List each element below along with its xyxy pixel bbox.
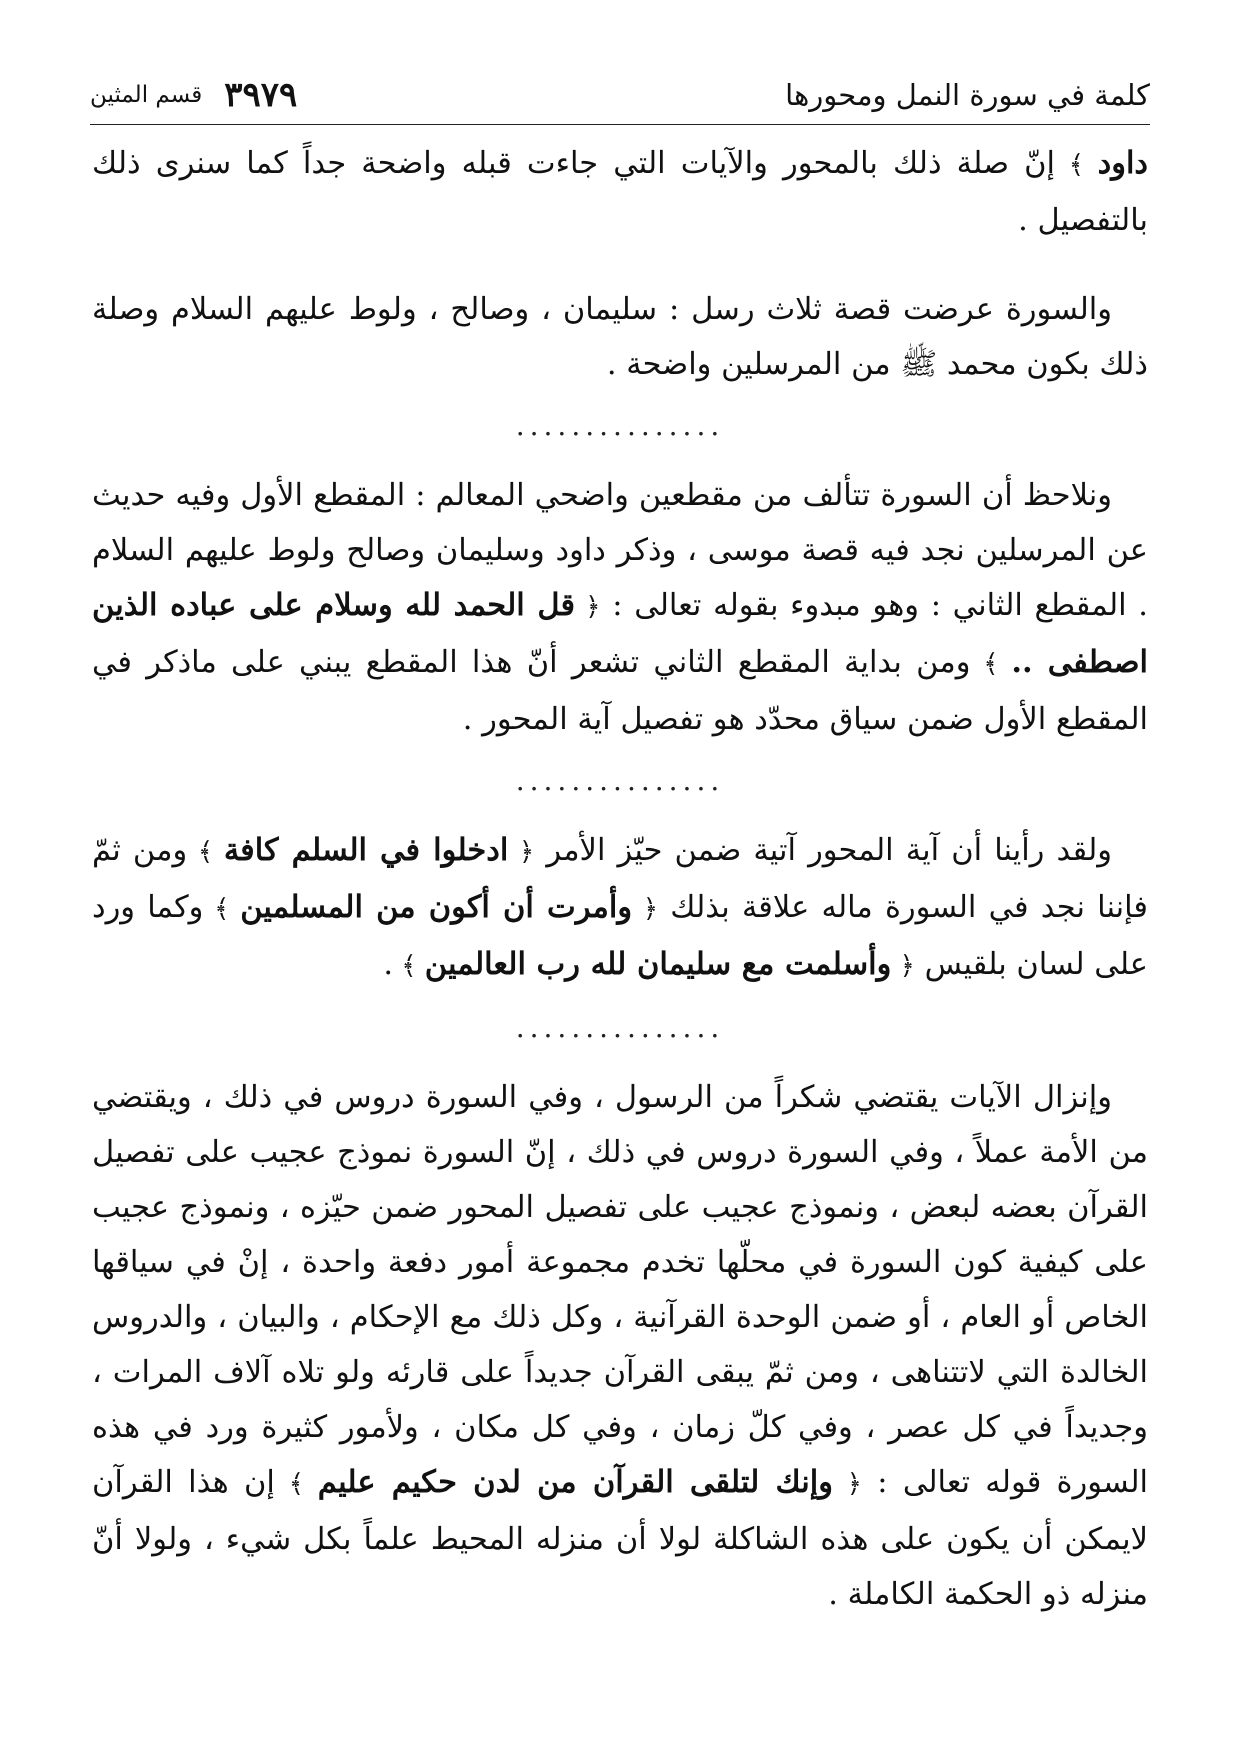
ornate-bracket: ﴾ (187, 837, 224, 867)
paragraph-4 (92, 823, 1148, 994)
text-run: وإنزال الآيات يقتضي شكراً من الرسول ، وفي السورة دروس في ذلك ، ويقتضي من الأمة عملاً ، وفي السورة دروس في ذلك ، إنّ السورة نموذج عجيب على تفصيل القرآن بعضه لبعض ، ونموذج عجيب على تفصيل المحور ضمن حيّزه ، ونموذج عجيب على كيفية كون السورة في محلّها تخدم مجموعة أمور دفعة واحدة ، إنْ في سياقها الخاص أو العام ، أو ضمن الوحدة القرآنية ، وكل ذلك مع الإحكام ، والبيان ، والدروس الخالدة التي لاتتناهى ، ومن ثمّ يبقى القرآن جديداً على قارئه ولو تلاه آلاف المرات ، وجديداً في كل عصر ، وفي كلّ زمان ، وفي كل مكان ، ولأمور كثيرة ورد في هذه السورة قوله تعالى : (92, 1080, 1148, 1500)
text-run: إنّ صلة ذلك بالمحور والآيات التي جاءت قبله واضحة جداً كما سنرى ذلك بالتفصيل . (92, 146, 1148, 238)
ornate-bracket: ﴾ (274, 1469, 318, 1499)
text-run: ونلاحظ أن السورة تتألف من مقطعين واضحي المعالم : المقطع الأول وفيه حديث عن المرسلين نجد فيه قصة موسى ، وذكر داود وسليمان وصالح ولوط عليهم السلام . المقطع الثاني : وهو مبدوء بقوله تعالى : (92, 478, 1148, 623)
page-body (92, 136, 1148, 1622)
text-run: ومن بداية المقطع الثاني تشعر أنّ هذا المقطع يبني على ماذكر في المقطع الأول ضمن سياق محدّد هو تفصيل آية المحور . (92, 645, 1148, 737)
section-separator: ............... (515, 409, 725, 442)
quran-quote: قل الحمد لله وسلام على عباده الذين اصطفى .. (92, 587, 1148, 680)
section-separator: ............... (515, 1011, 725, 1044)
quran-quote: وإنك لتلقى القرآن من لدن حكيم عليم (317, 1464, 833, 1500)
ornate-bracket: ﴾ (1055, 150, 1098, 180)
ornate-bracket: ﴿ (575, 592, 601, 622)
quran-quote: وأسلمت مع سليمان لله رب العالمين (424, 946, 892, 982)
text-run: ومن ثمّ فإننا نجد في السورة ماله علاقة بذلك (92, 833, 1149, 925)
ornate-bracket: ﴿ (891, 951, 915, 981)
ornate-bracket: ﴿ (632, 894, 659, 924)
section-separator: ............... (515, 764, 725, 797)
text-run: وكما ورد على لسان بلقيس (92, 890, 1148, 982)
quran-quote: داود (1097, 145, 1149, 181)
paragraph-1 (92, 136, 1148, 248)
text-run: والسورة عرضت قصة ثلاث رسل : سليمان ، وصالح ، ولوط عليهم السلام وصلة ذلك بكون محمد ﷺ من المرسلين واضحة . (92, 292, 1148, 382)
header-rule (90, 124, 1150, 125)
section-name: قسم المثين (90, 82, 203, 108)
paragraph-5 (92, 1070, 1148, 1622)
ornate-bracket: ﴿ (508, 837, 535, 867)
ornate-bracket: ﴾ (203, 894, 241, 924)
text-run: إن هذا القرآن لايمكن أن يكون على هذه الشاكلة لولا أن منزله المحيط علماً بكل شيء ، ولولا أنّ منزله ذو الحكمة الكاملة . (92, 1465, 1148, 1612)
quran-quote: ادخلوا في السلم كافة (223, 832, 509, 868)
paragraph-gap (92, 248, 1148, 282)
quran-quote: وأمرت أن أكون من المسلمين (240, 889, 633, 925)
page-number: ٣٩٧٩ (224, 75, 298, 115)
header-section-group (90, 75, 298, 115)
text-run: ولقد رأينا أن آية المحور آتية ضمن حيّز الأمر (534, 833, 1112, 868)
text-run: . (383, 947, 394, 982)
ornate-bracket: ﴿ (832, 1469, 863, 1499)
page-header (90, 58, 1150, 114)
paragraph-3 (92, 468, 1148, 747)
running-title: كلمة في سورة النمل ومحورها (785, 78, 1150, 112)
ornate-bracket: ﴾ (393, 951, 425, 981)
ornate-bracket: ﴾ (970, 649, 1012, 679)
paragraph-2 (92, 282, 1148, 392)
